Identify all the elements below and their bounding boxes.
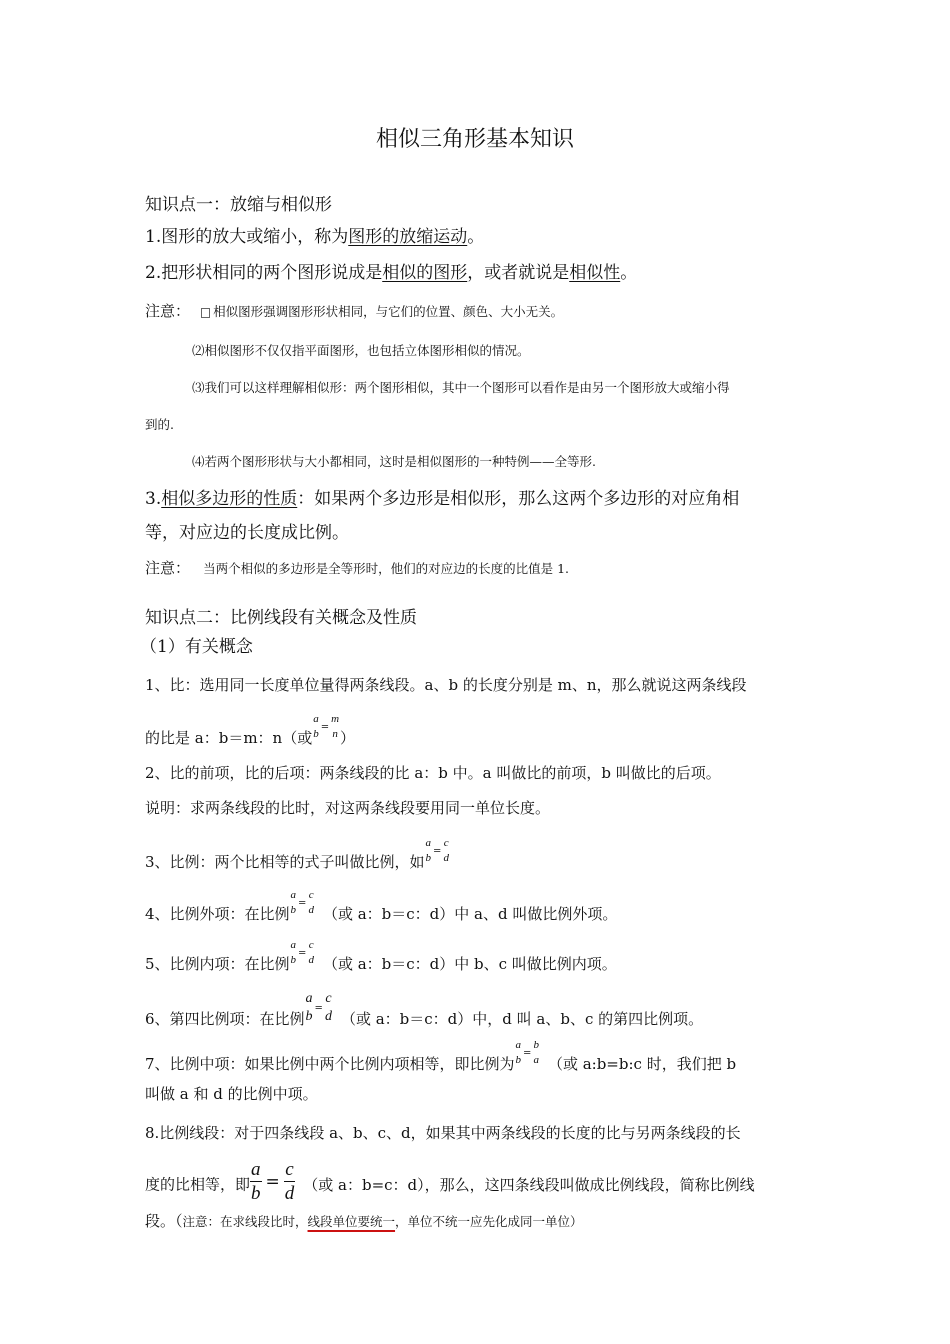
denominator: d: [308, 954, 314, 966]
text: ）: [340, 729, 356, 747]
text: （或 a:b=b:c 时，我们把 b: [547, 1055, 737, 1073]
item-7: [145, 1039, 737, 1078]
denominator: b: [290, 954, 297, 966]
text: 6、第四比例项：在比例: [145, 1010, 305, 1028]
k1-line-3b: 等，对应边的长度成比例。: [145, 523, 349, 543]
numerator: m: [331, 713, 340, 725]
text: 度的比相等，即: [145, 1175, 251, 1194]
note-label: 注意：: [145, 302, 191, 320]
text: （或 a：b=c：d），那么，这四条线段叫做成比例线段，简称比例线: [303, 1175, 755, 1194]
numerator: a: [290, 889, 297, 901]
k1-line-3: [145, 484, 739, 509]
text: （或 a：b＝c：d）中 b、c 叫做比例内项。: [322, 955, 617, 973]
note-label: 注意：: [145, 559, 191, 577]
k1-line-2: [145, 258, 637, 283]
denominator: a: [533, 1054, 539, 1066]
equals-sign: =: [523, 1047, 532, 1059]
item-5: [145, 939, 617, 978]
text: 3.: [145, 489, 162, 509]
item-4: [145, 889, 618, 928]
text: 3、比例：两个比相等的式子叫做比例，如: [145, 853, 425, 871]
numerator: a: [515, 1039, 522, 1051]
text: 段。（: [145, 1212, 183, 1230]
numerator: a: [290, 939, 297, 951]
text: 1.图形的放大或缩小，称为: [145, 227, 349, 247]
k1-line-1: [145, 222, 484, 247]
subheading-concepts: （1）有关概念: [140, 637, 253, 657]
note-text: 相似图形强调图形形状相同，与它们的位置、颜色、大小无关。: [213, 304, 564, 319]
numerator: c: [308, 889, 314, 901]
fraction-c-d: [442, 838, 450, 864]
note-text: ，单位不统一应先化成同一单位）: [395, 1214, 583, 1229]
equals-sign: =: [433, 845, 442, 857]
item-8c: [145, 1210, 583, 1231]
text: 7、比例中项：如果比例中两个比例内项相等，即比例为: [145, 1055, 515, 1073]
item-3: [145, 837, 450, 876]
fraction-a-b: [305, 992, 314, 1024]
fraction-c-d: [284, 1160, 296, 1203]
fraction-a-b: [515, 1040, 523, 1066]
missing-glyph-icon: [201, 308, 210, 318]
fraction-b-a: [532, 1040, 540, 1066]
item-8a: 8.比例线段：对于四条线段 a、b、c、d，如果其中两条线段的长度的比与另两条线段的长: [145, 1124, 741, 1142]
equals-sign: =: [298, 947, 307, 959]
equals-sign: =: [314, 1002, 323, 1014]
text: 4、比例外项：在比例: [145, 905, 290, 923]
fraction-a-b: [312, 714, 320, 740]
note-text: 当两个相似的多边形是全等形时，他们的对应边的长度的比值是 1.: [203, 561, 570, 576]
equals-sign: =: [298, 897, 307, 909]
numerator: c: [325, 991, 332, 1006]
numerator: b: [533, 1039, 539, 1051]
denominator: b: [313, 728, 319, 740]
note-2: ⑵相似图形不仅仅指平面图形，也包括立体图形相似的情况。: [192, 343, 530, 358]
denominator: b: [425, 852, 432, 864]
denominator: n: [332, 728, 338, 740]
fraction-m-n: [330, 714, 340, 740]
text: 。: [620, 263, 638, 283]
denominator: d: [443, 852, 449, 864]
fraction-a-b: [250, 1160, 262, 1203]
numerator: a: [425, 837, 432, 849]
denominator: b: [251, 1183, 261, 1204]
underlined-term: 相似多边形的性质: [161, 489, 298, 509]
numerator: c: [308, 939, 314, 951]
fraction-c-d: [324, 992, 333, 1024]
note-3a: ⑶我们可以这样理解相似形：两个图形相似，其中一个图形可以看作是由另一个图形放大或缩小得: [192, 380, 730, 395]
equals-sign: =: [320, 721, 330, 733]
fraction-a-b: [290, 890, 298, 916]
fraction-a-b: [290, 940, 298, 966]
text: 2.把形状相同的两个图形说成是: [145, 263, 383, 283]
section-heading-2: 知识点二：比例线段有关概念及性质: [145, 608, 417, 628]
text: ：如果两个多边形是相似形，那么这两个多边形的对应角相: [297, 489, 740, 509]
note-4: ⑷若两个图形形状与大小都相同，这时是相似图形的一种特例——全等形.: [192, 454, 596, 469]
item-2-note: 说明：求两条线段的比时，对这两条线段要用同一单位长度。: [145, 799, 551, 817]
denominator: d: [284, 1183, 295, 1204]
text: （或 a：b＝c：d）中 a、d 叫做比例外项。: [322, 905, 618, 923]
page-title: 相似三角形基本知识: [375, 127, 574, 152]
item-2: 2、比的前项，比的后项：两条线段的比 a：b 中。a 叫做比的前项，b 叫做比的后项。: [145, 764, 721, 782]
item-1b: [145, 713, 356, 752]
note-text: 注意：在求线段比时，: [182, 1214, 308, 1229]
numerator: c: [285, 1159, 294, 1180]
fraction-c-d: [307, 890, 315, 916]
underlined-term: 图形的放缩运动: [348, 227, 468, 247]
note-5: [145, 557, 569, 578]
denominator: b: [290, 904, 297, 916]
numerator: a: [251, 1159, 261, 1180]
fraction-a-b: [425, 838, 433, 864]
item-6: [145, 991, 704, 1036]
text: （或 a：b＝c：d）中，d 叫 a、b、c 的第四比例项。: [340, 1010, 704, 1028]
denominator: d: [324, 1009, 332, 1024]
section-heading-1: 知识点一：放缩与相似形: [145, 195, 332, 215]
item-1a: 1、比：选用同一长度单位量得两条线段。a、b 的长度分别是 m、n，那么就说这两条线段: [145, 676, 747, 694]
denominator: b: [515, 1054, 522, 1066]
text: 5、比例内项：在比例: [145, 955, 290, 973]
numerator: a: [313, 713, 319, 725]
item-8b: [145, 1159, 755, 1207]
equals-sign: =: [265, 1171, 280, 1192]
fraction-c-d: [307, 940, 315, 966]
numerator: a: [305, 991, 313, 1006]
underlined-term: 相似性: [569, 263, 621, 283]
text: 。: [467, 227, 485, 247]
denominator: d: [308, 904, 314, 916]
underlined-term: 相似的图形: [382, 263, 468, 283]
text: 的比是 a：b＝m：n（或: [145, 729, 313, 747]
numerator: c: [443, 837, 449, 849]
text: ，或者就说是: [467, 263, 570, 283]
note-1: [145, 300, 563, 321]
denominator: b: [305, 1009, 313, 1024]
item-7b: 叫做 a 和 d 的比例中项。: [145, 1085, 318, 1103]
red-underlined-term: 线段单位要统一: [307, 1214, 396, 1229]
note-3b: 到的.: [145, 417, 174, 432]
